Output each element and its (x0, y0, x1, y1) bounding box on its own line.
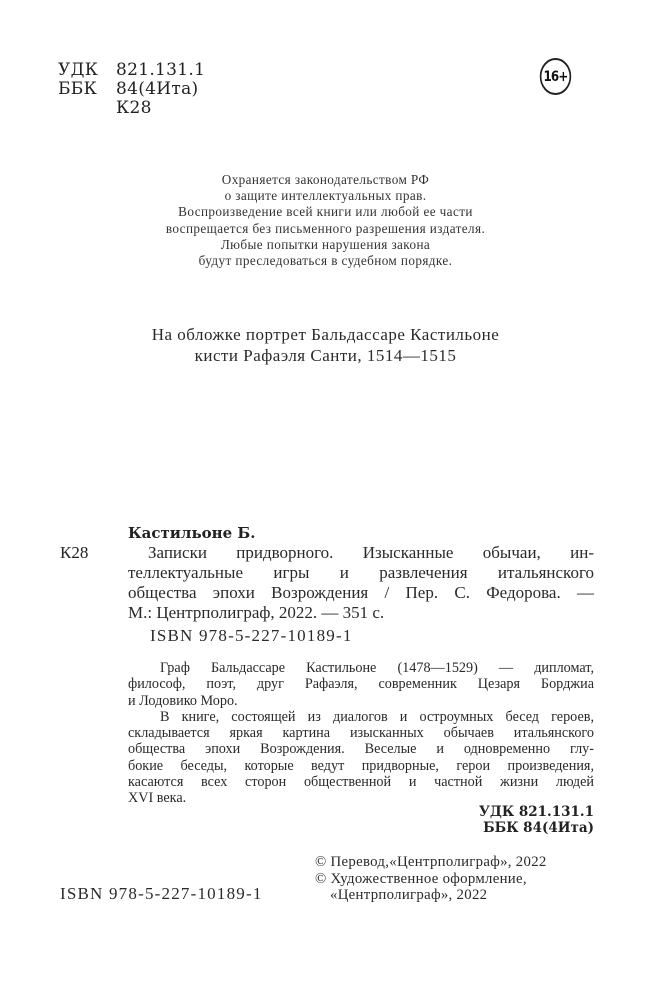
annotation-line: касаются всех сторон общественной и частной жизни людей (128, 774, 594, 791)
bbk-label: ББК (58, 79, 98, 99)
copyright-design-holder: «Центрполиграф», 2022 (330, 887, 488, 903)
classification-block (58, 61, 205, 118)
biblio-line: общества эпохи Возрождения / Пер. С. Федорова. — (128, 583, 594, 602)
notice-line: будут преследоваться в судебном порядке. (198, 253, 453, 269)
author-mark: К28 (116, 98, 152, 118)
bbk-row (58, 80, 205, 99)
copyright-lines (315, 854, 547, 904)
notice-line: Воспроизведение всей книги или любой ее части (178, 204, 473, 220)
copyright-translation: © Перевод,«Центрполиграф», 2022 (315, 854, 547, 870)
notice-line: Охраняется законодательством РФ (221, 172, 430, 187)
annotation-line: общества эпохи Возрождения. Веселые и одновременно глу- (128, 741, 594, 758)
bibliographic-description (128, 543, 594, 623)
cover-note-line: На обложке портрет Бальдассаре Кастильоне (151, 325, 500, 344)
udk-label: УДК (58, 60, 99, 80)
copyright-notice (100, 172, 551, 269)
annotation (128, 660, 594, 807)
notice-line: о защите интеллектуальных прав. (224, 188, 427, 204)
annotation-line: XVI века. (128, 790, 187, 807)
isbn-record: ISBN 978-5-227-10189-1 (150, 626, 353, 645)
bbk-value: 84(4Ита) (116, 79, 199, 99)
author-heading: Кастильоне Б. (128, 524, 256, 542)
biblio-line: Записки придворного. Изысканные обычаи, ин- (148, 543, 594, 562)
annotation-line: и Лодовико Моро. (128, 692, 238, 709)
author-mark-left: К28 (60, 543, 89, 562)
biblio-line: теллектуальные игры и развлечения итальянского (128, 563, 594, 582)
age-rating-badge: 16+ (540, 58, 571, 95)
annotation-line: философ, поэт, друг Рафаэля, современник Цезаря Борджиа (128, 676, 594, 693)
isbn-footer: ISBN 978-5-227-10189-1 (60, 884, 263, 903)
author-mark-row (58, 99, 205, 118)
annotation-line: В книге, состоящей из диалогов и остроумных бесед героев, (160, 708, 594, 725)
notice-line: Любые попытки нарушения закона (220, 236, 431, 252)
cover-note (100, 325, 551, 366)
cover-note-line: кисти Рафаэля Санти, 1514—1515 (194, 345, 457, 365)
udk-row (58, 61, 205, 80)
bbk-bottom: ББК 84(4Ита) (483, 820, 594, 836)
annotation-line: бокие беседы, которые ведут придворные, герои произведения, (128, 757, 594, 774)
copyright-design: © Художественное оформление, (315, 870, 527, 887)
annotation-line: Граф Бальдассаре Кастильоне (1478—1529) — дипломат, (160, 660, 594, 676)
udk-value: 821.131.1 (116, 60, 206, 80)
udk-bottom: УДК 821.131.1 (478, 804, 594, 820)
notice-line: воспрещается без письменного разрешения издателя. (165, 220, 486, 236)
annotation-line: складывается яркая картина изысканных обычаев итальянского (128, 725, 594, 742)
biblio-line: М.: Центрполиграф, 2022. — 351 с. (128, 603, 385, 622)
classification-bottom (400, 804, 594, 836)
